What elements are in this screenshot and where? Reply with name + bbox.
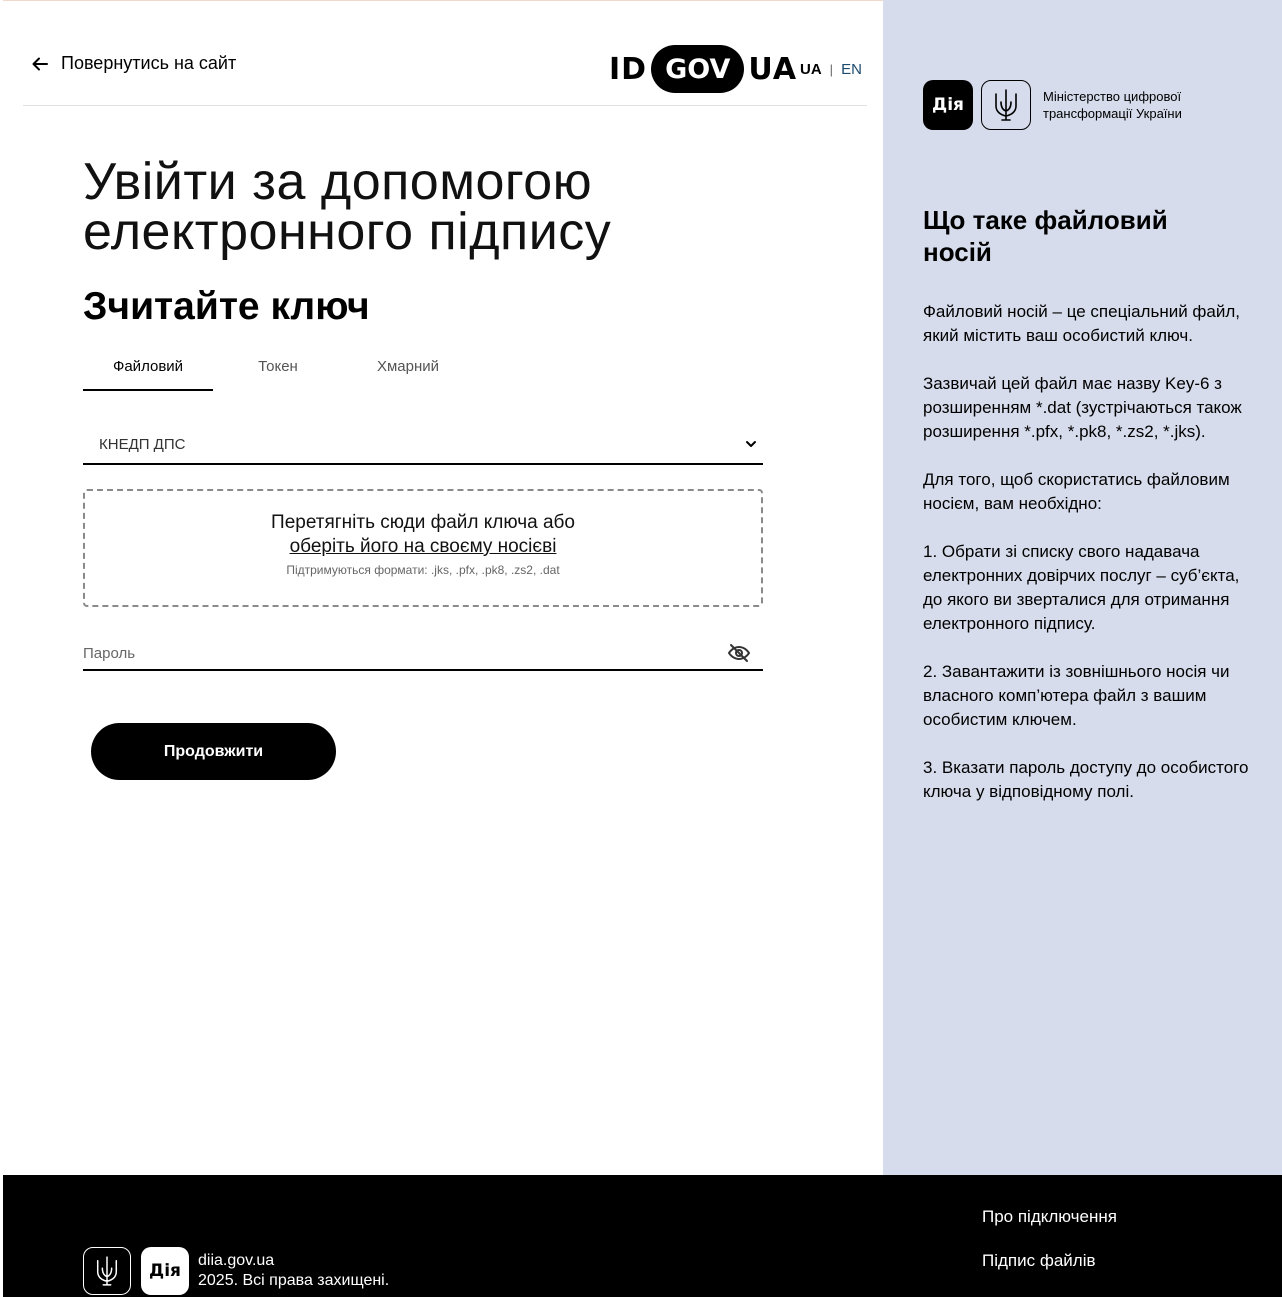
panel-title: Що таке файловий носій (923, 205, 1168, 267)
panel-body (923, 300, 1253, 828)
main-column (3, 0, 883, 1175)
password-field (83, 637, 763, 671)
footer-site[interactable]: diia.gov.ua (198, 1252, 275, 1269)
language-switcher (800, 61, 862, 78)
panel-paragraph: 3. Вказати пароль доступу до особистого ключа у відповідному полі. (923, 758, 1249, 801)
id-gov-ua-logo[interactable] (609, 45, 797, 93)
dropzone-text: Перетягніть сюди файл ключа або (271, 512, 575, 533)
panel-paragraph: Файловий носій – це спеціальний файл, який містить ваш особистий ключ. (923, 302, 1241, 345)
footer (3, 1175, 1282, 1297)
footer-trident-badge (83, 1247, 131, 1295)
ministry-name: Міністерство цифрової трансформації України (1043, 89, 1182, 121)
logo-gov-text: GOV (651, 45, 744, 93)
panel-paragraph: 1. Обрати зі списку свого надавача електронних довірчих послуг – суб’єкта, до якого ви зверталися для отримання електронного підпису. (923, 542, 1240, 633)
footer-diia-logo: Дія (141, 1247, 189, 1295)
provider-select[interactable] (83, 425, 763, 465)
continue-button[interactable]: Продовжити (91, 723, 336, 780)
page-title: Увійти за допомогою електронного підпису (83, 153, 612, 261)
lang-ua[interactable]: UA (800, 61, 822, 78)
lang-en[interactable]: EN (841, 61, 862, 78)
back-to-site-link[interactable] (31, 53, 236, 74)
panel-paragraph: Для того, щоб скористатись файловим носієм, вам необхідно: (923, 470, 1230, 513)
footer-link-about-connection[interactable]: Про підключення (982, 1207, 1117, 1226)
choose-file-link[interactable]: оберіть його на своєму носієві (289, 536, 557, 557)
tab-token[interactable]: Токен (258, 358, 298, 375)
tab-cloud[interactable]: Хмарний (376, 358, 440, 375)
trident-badge (981, 80, 1031, 130)
diia-logo: Дія (923, 80, 973, 130)
key-type-tabs (83, 349, 473, 391)
provider-select-value: КНЕДП ДПС (99, 435, 186, 453)
ministry-branding (923, 80, 1223, 130)
footer-copyright: 2025. Всі права захищені. (198, 1272, 390, 1289)
section-subtitle: Зчитайте ключ (83, 285, 370, 328)
logo-id-text: ID (609, 51, 648, 87)
panel-paragraph: 2. Завантажити із зовнішнього носія чи власного комп’ютера файл з вашим особистим ключем. (923, 662, 1230, 729)
footer-links (982, 1207, 1117, 1295)
header-divider (23, 105, 867, 106)
footer-badges (83, 1247, 189, 1295)
logo-ua-text: UA (748, 51, 798, 87)
key-file-dropzone[interactable] (83, 489, 763, 607)
chevron-down-icon (745, 438, 757, 450)
panel-paragraph: Зазвичай цей файл має назву Key-6 з розширенням *.dat (зустрічаються також розширення *.pfx, *.pk8, *.zs2, *.jks). (923, 374, 1242, 441)
back-to-site-label: Повернутись на сайт (61, 53, 237, 73)
tab-file[interactable]: Файловий (83, 349, 213, 391)
info-panel (883, 0, 1282, 1175)
eye-off-icon[interactable] (727, 641, 751, 665)
password-input[interactable] (83, 645, 683, 662)
lang-separator: | (829, 62, 834, 77)
trident-icon (94, 1255, 120, 1287)
arrow-left-icon (31, 55, 49, 73)
dropzone-formats-hint: Підтримуються формати: .jks, .pfx, .pk8, .zs2, .dat (286, 563, 560, 577)
footer-link-file-signing[interactable]: Підпис файлів (982, 1251, 1096, 1270)
footer-text (198, 1251, 389, 1291)
trident-icon (992, 88, 1020, 122)
